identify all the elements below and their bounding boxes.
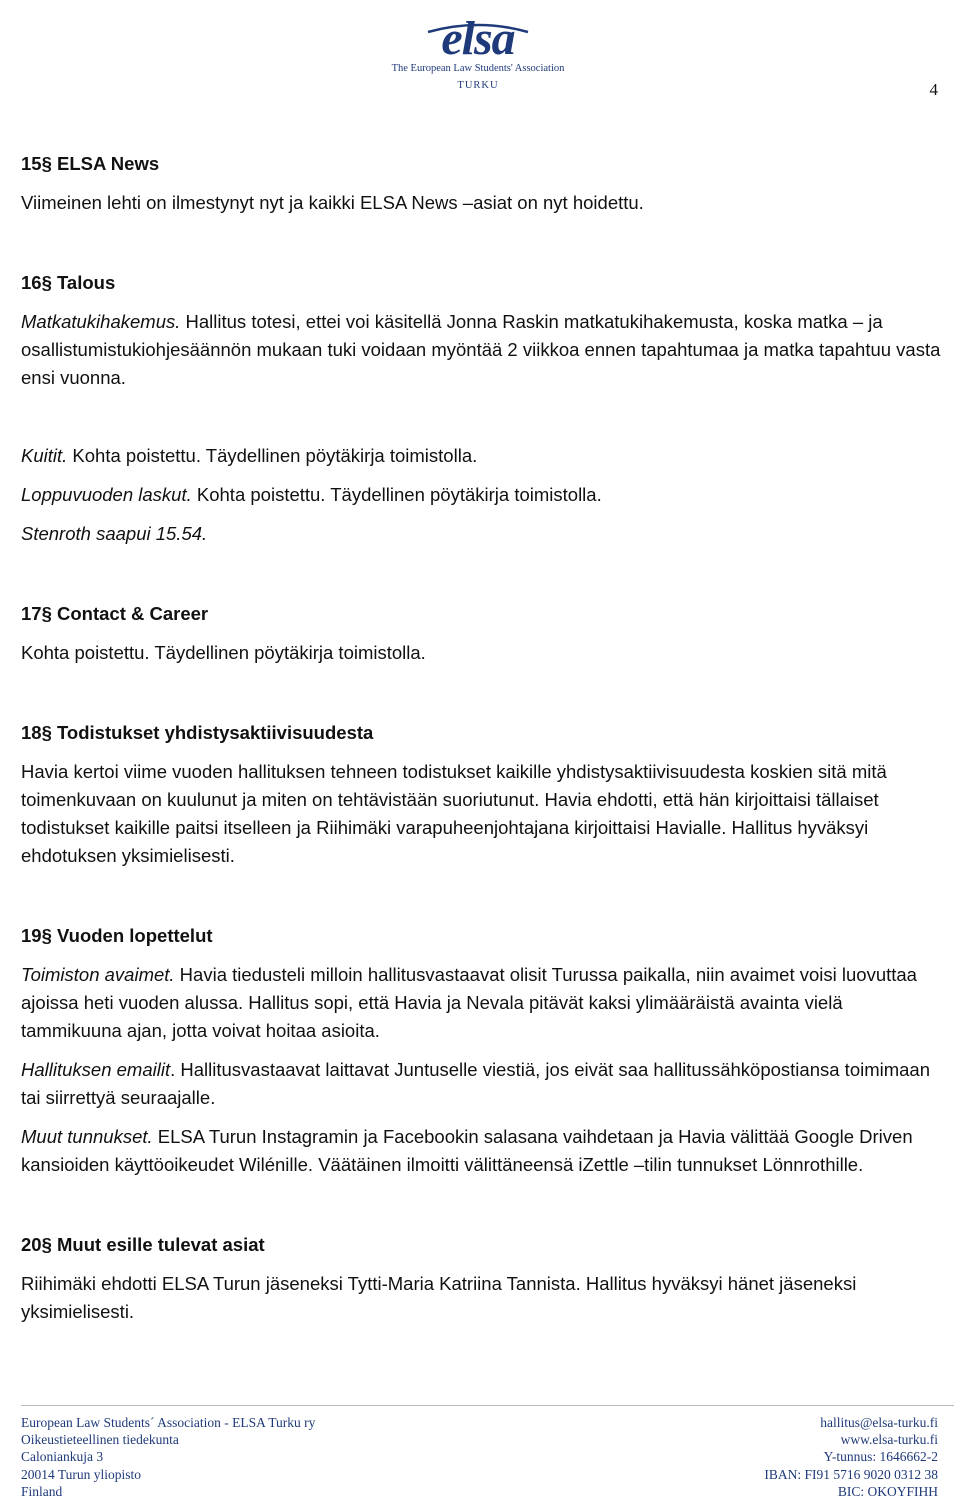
hallituksen-emailit-text: . Hallitusvastaavat laittavat Juntuselle viestiä, jos eivät saa hallitussähköpostiansa toimimaan tai siirrettyä seuraajalle. (21, 1059, 931, 1108)
section-16-paragraph-2 (21, 442, 941, 470)
matkatukihakemus-text: Hallitus totesi, ettei voi käsitellä Jonna Raskin matkatukihakemusta, koska matka – ja osallistumistukiohjesäännön mukaan tuki voidaan myöntää 2 viikkoa ennen tapahtumaa ja matka tapahtuu vasta ensi vuonna. (21, 311, 941, 388)
loppuvuoden-laskut-label: Loppuvuoden laskut. (21, 484, 192, 505)
footer-street: Caloniankuja 3 (21, 1449, 104, 1465)
logo-tagline: The European Law Students' Association (391, 63, 565, 74)
footer-business-id: Y-tunnus: 1646662-2 (823, 1449, 938, 1465)
elsa-turku-logo (388, 4, 568, 96)
footer-postal: 20014 Turun yliopisto (21, 1466, 142, 1482)
section-18-body: Havia kertoi viime vuoden hallituksen tehneen todistukset kaikille yhdistysaktiivisuudesta koskien sitä mitä toimenkuvaan on kuulunut ja miten on tehtävistään suoriutunut. Havia ehdotti, että hän kirjoittaisi tällaiset todistukset kaikille paitsi itselleen ja Riihimäki varapuheenjohtajana kirjoittaisi Havialle. Hallitus hyväksyi ehdotuksen yksimielisesti. (21, 761, 887, 866)
footer-contact (764, 1414, 938, 1500)
footer-bic: BIC: OKOYFIHH (837, 1483, 938, 1499)
section-17-body: Kohta poistettu. Täydellinen pöytäkirja toimistolla. (21, 642, 426, 663)
section-19-paragraph-2 (21, 1056, 941, 1112)
section-16-paragraph-1 (21, 308, 941, 392)
elsa-logo-graphic (388, 4, 568, 96)
section-16-title: 16§ Talous (21, 272, 116, 293)
logo-word: elsa (441, 12, 515, 65)
footer-iban: IBAN: FI91 5716 9020 0312 38 (764, 1466, 938, 1482)
section-19-paragraph-1 (21, 961, 941, 1045)
section-18-title: 18§ Todistukset yhdistysaktiivisuudesta (21, 722, 374, 743)
page-number: 4 (929, 80, 938, 99)
toimiston-avaimet-text: Havia tiedusteli milloin hallitusvastaavat olisit Turussa paikalla, niin avaimet voisi luovuttaa ajoissa heti vuoden alussa. Hallitus sopi, että Havia ja Nevala pitävät kaksi ylimääräistä avainta vielä tammikuuna ajan, jotta voivat hoitaa asioita. (21, 964, 917, 1041)
section-19-title: 19§ Vuoden lopettelut (21, 925, 213, 946)
footer-email[interactable]: hallitus@elsa-turku.fi (820, 1415, 938, 1430)
section-19-paragraph-3 (21, 1123, 941, 1179)
footer-org-name: European Law Students´ Association - ELSA Turku ry (21, 1415, 316, 1430)
kuitit-label: Kuitit. (21, 445, 68, 466)
footer-website[interactable]: www.elsa-turku.fi (840, 1432, 938, 1448)
loppuvuoden-laskut-text: Kohta poistettu. Täydellinen pöytäkirja toimistolla. (191, 484, 602, 505)
section-15-body: Viimeinen lehti on ilmestynyt nyt ja kaikki ELSA News –asiat on nyt hoidettu. (21, 192, 644, 213)
muut-tunnukset-text: ELSA Turun Instagramin ja Facebookin salasana vaihdetaan ja Havia välittää Google Driven kansioiden käyttöoikeudet Wilénille. Väätäinen ilmoitti välittäneensä iZettle –tilin tunnukset Lönnrothille. (21, 1126, 913, 1175)
logo-city: TURKU (457, 80, 499, 91)
toimiston-avaimet-label: Toimiston avaimet. (21, 964, 175, 985)
section-20-body: Riihimäki ehdotti ELSA Turun jäseneksi Tytti-Maria Katriina Tannista. Hallitus hyväksyi hänet jäseneksi yksimielisesti. (21, 1273, 857, 1322)
muut-tunnukset-label: Muut tunnukset. (21, 1126, 153, 1147)
matkatukihakemus-label: Matkatukihakemus. (21, 311, 181, 332)
section-15-title: 15§ ELSA News (21, 153, 160, 174)
section-16-arrival-note: Stenroth saapui 15.54. (21, 523, 208, 544)
section-16-paragraph-3 (21, 481, 941, 509)
footer-divider (21, 1405, 954, 1406)
section-17-title: 17§ Contact & Career (21, 603, 209, 624)
footer-country: Finland (21, 1483, 63, 1499)
footer-address (21, 1414, 315, 1500)
footer-faculty: Oikeustieteellinen tiedekunta (21, 1432, 179, 1448)
section-20-title: 20§ Muut esille tulevat asiat (21, 1234, 265, 1255)
kuitit-text: Kohta poistettu. Täydellinen pöytäkirja toimistolla. (67, 445, 478, 466)
hallituksen-emailit-label: Hallituksen emailit (21, 1059, 171, 1080)
document-body (21, 150, 941, 1326)
